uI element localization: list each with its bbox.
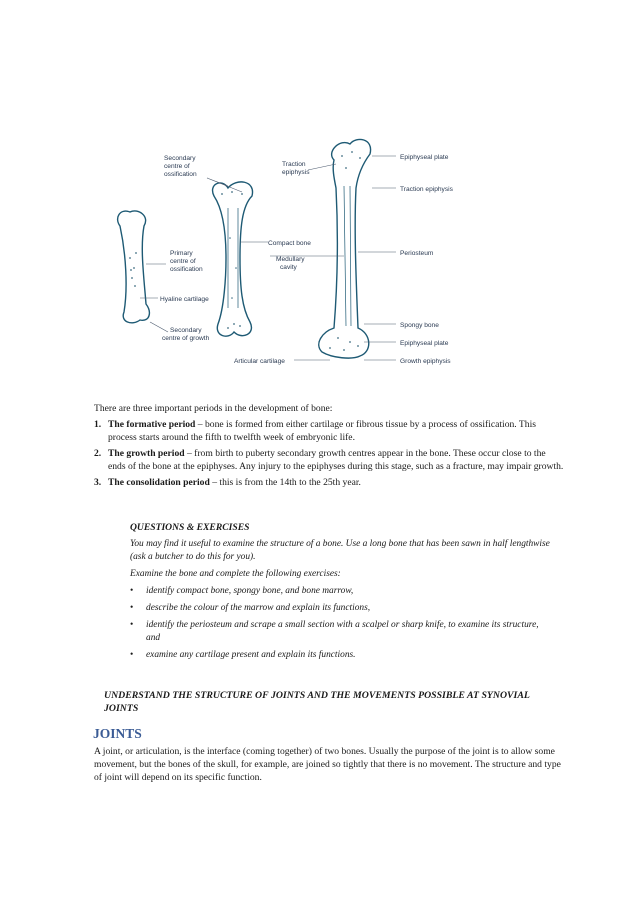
joints-paragraph: A joint, or articulation, is the interface (coming together) of two bones. Usually the purpose of the joint is to allow some movement, but the bones of the skull, for example, are joined so tightly that there is no movement. The structure and type of joint will depend on its specific function. bbox=[94, 746, 561, 783]
embryonic-bone bbox=[118, 211, 150, 323]
period-number: 3. bbox=[94, 477, 102, 488]
label-compact-bone: Compact bone bbox=[268, 240, 311, 247]
bone-development-figure bbox=[110, 108, 480, 380]
period-list bbox=[94, 418, 564, 492]
bullet: • bbox=[130, 603, 134, 613]
growing-bone bbox=[213, 182, 253, 336]
exercise-item: • identify the periosteum and scrape a small section with a scalpel or sharp knife, to examine its structure, and bbox=[130, 620, 539, 643]
label-growth-epiphysis: Growth epiphysis bbox=[400, 358, 451, 365]
bullet: • bbox=[130, 620, 134, 630]
bone-diagram bbox=[110, 108, 480, 380]
period-number: 2. bbox=[94, 448, 102, 459]
intro-paragraph: There are three important periods in the development of bone: bbox=[94, 403, 333, 414]
period-text: – this is from the 14th to the 25th year. bbox=[209, 477, 361, 488]
exercise-list bbox=[130, 585, 550, 662]
label-epiphyseal-plate-bottom: Epiphyseal plate bbox=[400, 340, 449, 347]
questions-instruction: Examine the bone and complete the following exercises: bbox=[130, 569, 341, 579]
exercise-item: • examine any cartilage present and explain its functions. bbox=[130, 650, 356, 660]
period-item-3 bbox=[94, 476, 564, 489]
label-epiphyseal-plate-top: Epiphyseal plate bbox=[400, 154, 449, 161]
bullet: • bbox=[130, 586, 134, 596]
exercise-item: • identify compact bone, spongy bone, and bone marrow, bbox=[130, 586, 354, 596]
period-text: – from birth to puberty secondary growth centres appear in the bone. These occur close to the ends of the bone at the epiphyses. Any injury to the epiphyses during this stage, such as a fracture, may impair growth. bbox=[108, 448, 564, 472]
label-medullary-cavity: Medullary cavity bbox=[276, 256, 305, 271]
label-primary-ossification: Primary centre of ossification bbox=[170, 250, 203, 273]
period-item-1 bbox=[94, 418, 564, 444]
period-number: 1. bbox=[94, 419, 102, 430]
exercise-item: • describe the colour of the marrow and explain its functions, bbox=[130, 603, 371, 613]
questions-heading: QUESTIONS & EXERCISES bbox=[130, 522, 250, 533]
period-term: The formative period bbox=[108, 419, 196, 430]
label-articular-cartilage: Articular cartilage bbox=[234, 358, 285, 365]
label-spongy-bone: Spongy bone bbox=[400, 322, 439, 329]
label-hyaline-cartilage: Hyaline cartilage bbox=[160, 296, 209, 303]
period-term: The growth period bbox=[108, 448, 185, 459]
questions-intro: You may find it useful to examine the structure of a bone. Use a long bone that has been sawn in half lengthwise (ask a butcher to do this for you). bbox=[130, 539, 550, 562]
learning-outcome-heading: UNDERSTAND THE STRUCTURE OF JOINTS AND THE MOVEMENTS POSSIBLE AT SYNOVIAL JOINTS bbox=[104, 690, 530, 714]
period-term: The consolidation period bbox=[108, 477, 210, 488]
label-traction-epiphysis-right: Traction epiphysis bbox=[400, 186, 453, 193]
period-item-2 bbox=[94, 447, 564, 473]
period-text: – bone is formed from either cartilage or fibrous tissue by a process of ossification. This process starts around the fifth to twelfth week of embryonic life. bbox=[108, 419, 536, 443]
label-periosteum: Periosteum bbox=[400, 250, 434, 257]
label-secondary-growth: Secondary centre of growth bbox=[162, 327, 210, 342]
section-title-joints: JOINTS bbox=[93, 726, 142, 741]
bullet: • bbox=[130, 650, 134, 660]
label-traction-epiphysis-top: Traction epiphysis bbox=[282, 161, 310, 176]
questions-exercises-box bbox=[130, 521, 550, 666]
label-secondary-ossification: Secondary centre of ossification bbox=[164, 155, 197, 178]
figure-labels bbox=[160, 154, 454, 365]
